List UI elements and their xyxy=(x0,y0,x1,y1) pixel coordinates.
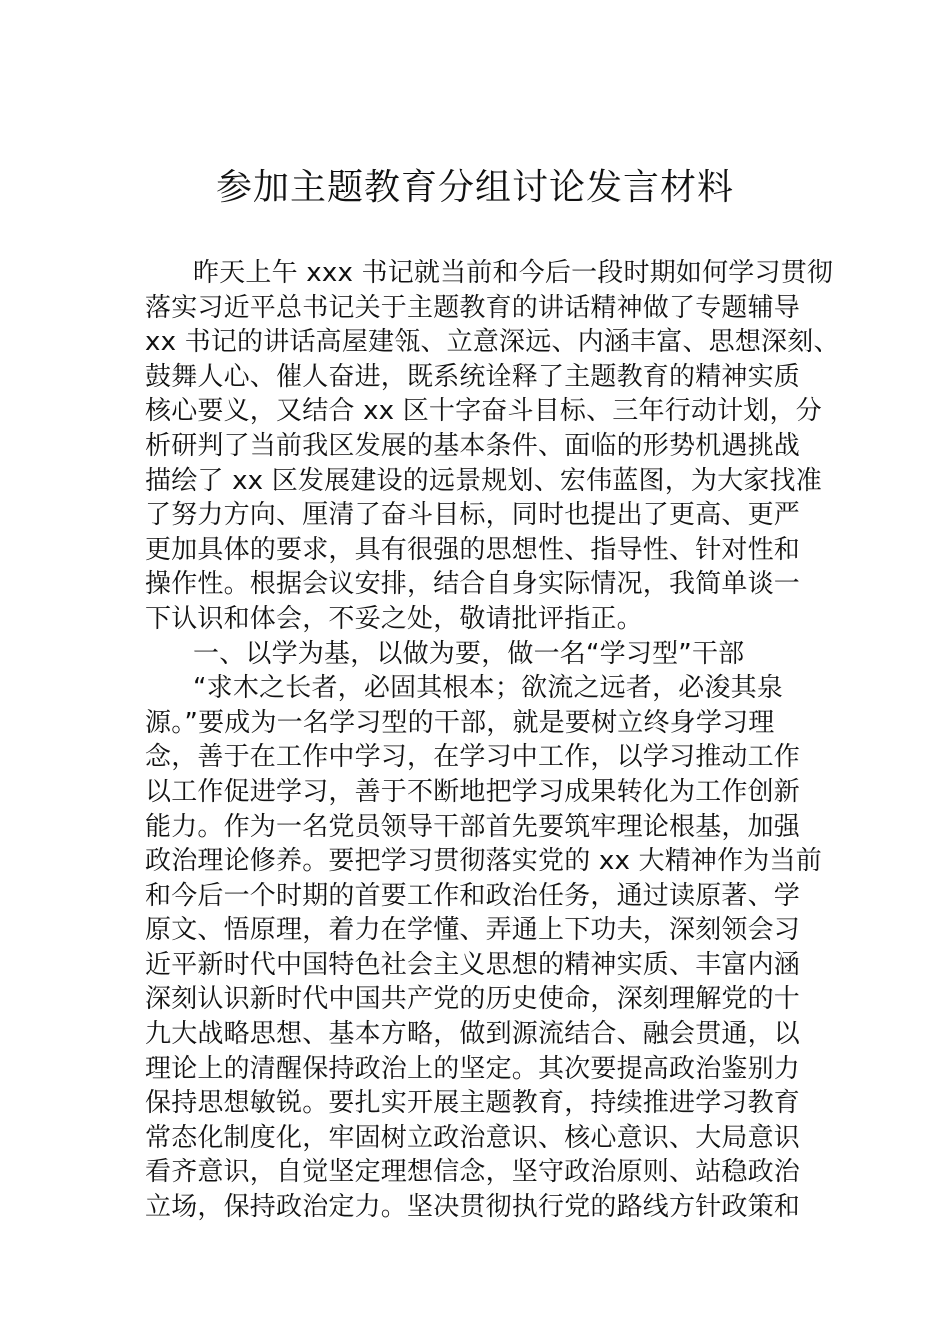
text-line: 近平新时代中国特色社会主义思想的精神实质、丰富内涵 xyxy=(145,949,801,980)
text-line: 源。”要成为一名学习型的干部，就是要树立终身学习理 xyxy=(145,707,775,738)
text-line: 描绘了 xx 区发展建设的远景规划、宏伟蓝图，为大家找准 xyxy=(145,465,822,496)
text-line: “求木之长者，必固其根本；欲流之远者，必浚其泉 xyxy=(193,673,784,704)
text-line: 深刻认识新时代中国共产党的历史使命，深刻理解党的十 xyxy=(145,984,801,1015)
text-line: 落实习近平总书记关于主题教育的讲话精神做了专题辅导 xyxy=(145,292,801,323)
document-body xyxy=(145,256,840,1225)
text-line: 更加具体的要求，具有很强的思想性、指导性、针对性和 xyxy=(145,534,801,565)
text-line: xx 书记的讲话高屋建瓴、立意深远、内涵丰富、思想深刻、 xyxy=(145,327,840,358)
text-line: 看齐意识，自觉坚定理想信念，坚守政治原则、站稳政治 xyxy=(145,1157,801,1188)
text-line: 鼓舞人心、催人奋进，既系统诠释了主题教育的精神实质 xyxy=(145,361,801,392)
text-line: 操作性。根据会议安排，结合自身实际情况，我简单谈一 xyxy=(145,569,801,600)
text-line: 下认识和体会，不妥之处，敬请批评指正。 xyxy=(145,603,643,634)
text-line: 原文、悟原理，着力在学懂、弄通上下功夫，深刻领会习 xyxy=(145,915,801,946)
text-line: 九大战略思想、基本方略，做到源流结合、融会贯通，以 xyxy=(145,1019,801,1050)
text-line: 析研判了当前我区发展的基本条件、面临的形势机遇挑战 xyxy=(145,430,801,461)
section-heading: 一、以学为基，以做为要，做一名“学习型”干部 xyxy=(193,638,745,669)
text-line: 了努力方向、厘清了奋斗目标，同时也提出了更高、更严 xyxy=(145,500,801,531)
text-line: 政治理论修养。要把学习贯彻落实党的 xx 大精神作为当前 xyxy=(145,846,822,877)
text-line: 常态化制度化，牢固树立政治意识、核心意识、大局意识 xyxy=(145,1122,801,1153)
text-line: 能力。作为一名党员领导干部首先要筑牢理论根基，加强 xyxy=(145,811,801,842)
document-title: 参加主题教育分组讨论发言材料 xyxy=(215,167,734,208)
text-line: 念，善于在工作中学习，在学习中工作，以学习推动工作 xyxy=(145,742,801,773)
text-line: 和今后一个时期的首要工作和政治任务，通过读原著、学 xyxy=(145,880,801,911)
text-line: 核心要义，又结合 xx 区十字奋斗目标、三年行动计划，分 xyxy=(145,396,822,427)
text-line: 保持思想敏锐。要扎实开展主题教育，持续推进学习教育 xyxy=(145,1088,801,1119)
text-line: 昨天上午 xxx 书记就当前和今后一段时期如何学习贯彻 xyxy=(193,258,834,288)
text-line: 立场，保持政治定力。坚决贯彻执行党的路线方针政策和 xyxy=(145,1192,801,1223)
text-line: 以工作促进学习，善于不断地把学习成果转化为工作创新 xyxy=(145,776,801,807)
text-line: 理论上的清醒保持政治上的坚定。其次要提高政治鉴别力 xyxy=(145,1053,801,1084)
